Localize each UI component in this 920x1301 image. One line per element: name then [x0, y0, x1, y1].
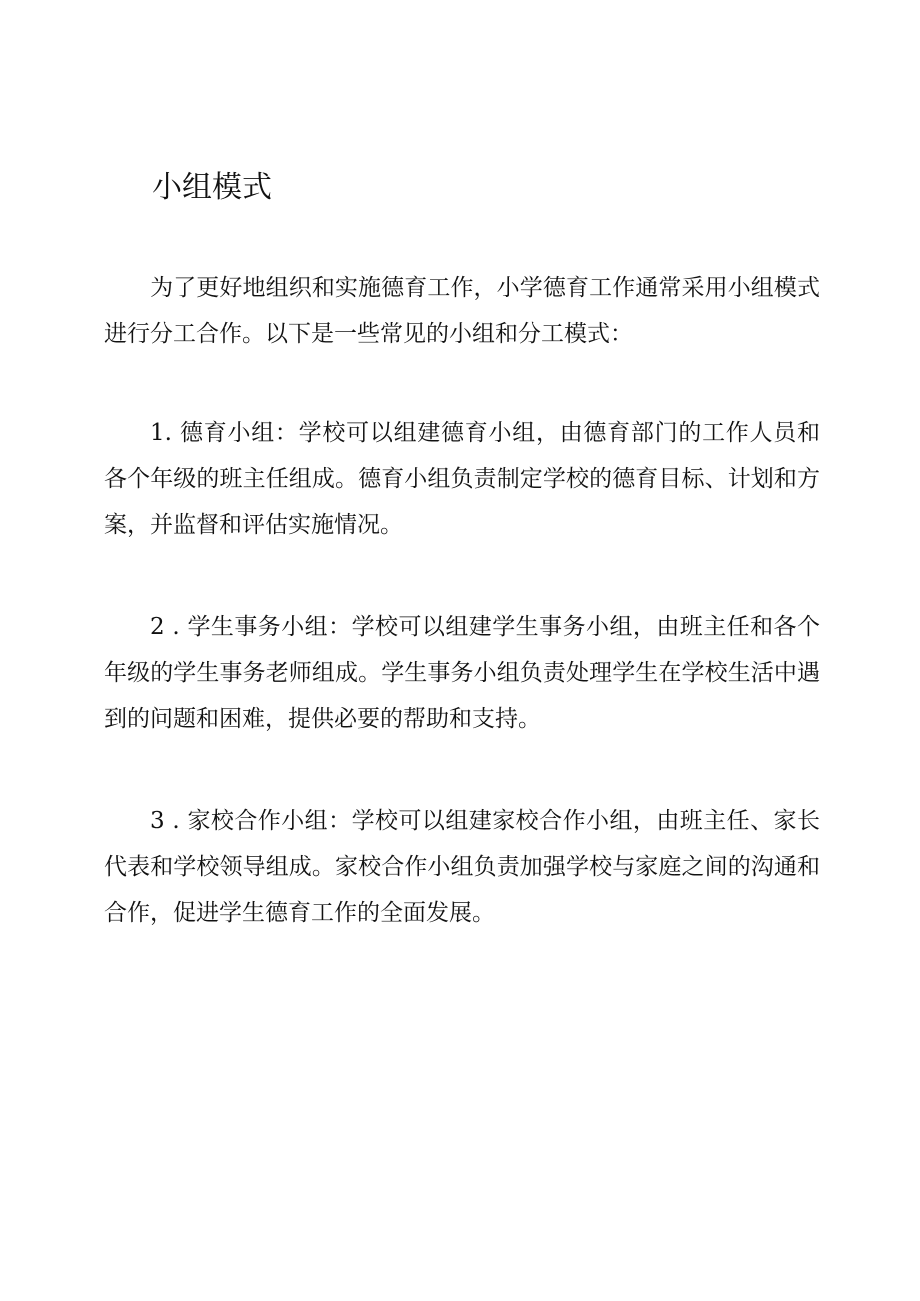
list-item-number: 1.: [150, 420, 180, 446]
list-item: [104, 798, 820, 936]
list-item-number: 2 .: [150, 614, 188, 640]
list-item-text: 学生事务小组：学校可以组建学生事务小组，由班主任和各个年级的学生事务老师组成。学生事务小组负责处理学生在学校生活中遇到的问题和困难，提供必要的帮助和支持。: [104, 614, 821, 732]
list-item-text: 家校合作小组：学校可以组建家校合作小组，由班主任、家长代表和学校领导组成。家校合作小组负责加强学校与家庭之间的沟通和合作，促进学生德育工作的全面发展。: [104, 808, 821, 926]
list-item: [104, 604, 820, 742]
intro-text: 为了更好地组织和实施德育工作，小学德育工作通常采用小组模式进行分工合作。以下是一些常见的小组和分工模式：: [104, 275, 820, 347]
list-item-text: 德育小组：学校可以组建德育小组，由德育部门的工作人员和各个年级的班主任组成。德育小组负责制定学校的德育目标、计划和方案，并监督和评估实施情况。: [104, 420, 821, 538]
intro-paragraph: [104, 265, 820, 357]
section-heading: 小组模式: [152, 170, 272, 205]
list-item-number: 3 .: [150, 808, 188, 834]
list-item: [104, 410, 820, 548]
